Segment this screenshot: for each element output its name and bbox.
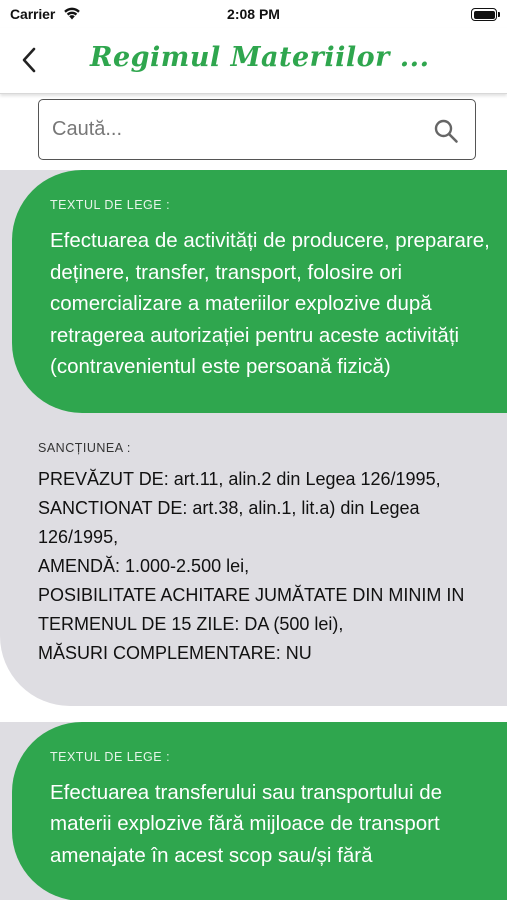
lege-section bbox=[12, 722, 507, 900]
lege-text: Efectuarea transferului sau transportului de materii explozive fără mijloace de transport amenajate în acest scop sau/și fără bbox=[50, 780, 443, 867]
search-icon[interactable] bbox=[433, 118, 459, 144]
lege-label: TEXTUL DE LEGE : bbox=[50, 198, 171, 212]
list-item[interactable] bbox=[0, 170, 507, 706]
carrier-label: Carrier bbox=[10, 6, 56, 22]
page-title: Regimul Materiilor ... bbox=[90, 42, 430, 73]
sanctiune-label: SANCȚIUNEA : bbox=[38, 440, 131, 455]
clock-time: 2:08 PM bbox=[227, 6, 280, 22]
back-button[interactable] bbox=[14, 42, 44, 78]
search-bar bbox=[0, 94, 507, 170]
chevron-left-icon bbox=[20, 47, 38, 73]
law-list bbox=[0, 170, 507, 900]
list-item[interactable] bbox=[0, 722, 507, 900]
battery-icon bbox=[471, 8, 497, 21]
status-bar bbox=[0, 0, 507, 28]
lege-section bbox=[12, 170, 507, 413]
sanctiune-section bbox=[0, 413, 507, 706]
search-box bbox=[38, 99, 476, 160]
sanctiune-text: PREVĂZUT DE: art.11, alin.2 din Legea 126/1995, SANCTIONAT DE: art.38, alin.1, lit.a) din Legea 126/1995, AMENDĂ: 1.000-2.500 lei, POSIBILITATE ACHITARE JUMĂTATE DIN MINIM IN TERMENUL DE 15 ZILE: DA (500 lei), MĂSURI COMPLEMENTARE: NU bbox=[38, 468, 465, 663]
app-header bbox=[0, 28, 507, 94]
lege-label: TEXTUL DE LEGE : bbox=[50, 749, 171, 764]
lege-text: Efectuarea de activități de producere, preparare, deținere, transfer, transport, folosire ori comercializare a materiilor explozive după retragerea autorizației pentru aceste activități (contravenientul este persoană fizică) bbox=[50, 229, 490, 378]
search-input[interactable] bbox=[52, 100, 422, 158]
